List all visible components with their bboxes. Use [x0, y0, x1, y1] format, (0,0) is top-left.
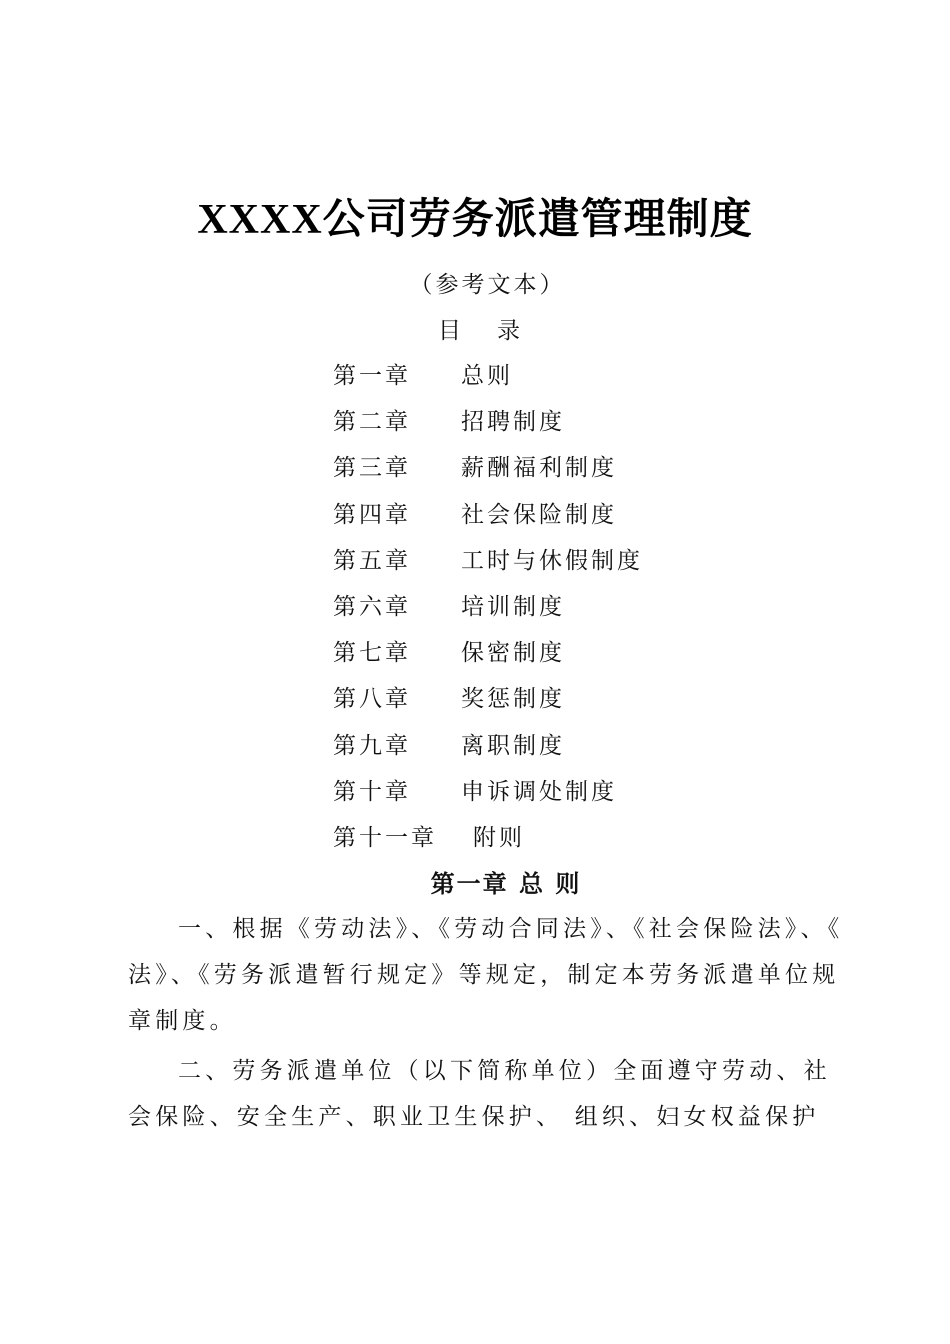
- toc-chapter-number: 第一章: [333, 363, 411, 389]
- toc-chapter-number: 第六章: [333, 593, 411, 620]
- toc-item[interactable]: [333, 402, 643, 448]
- toc-item[interactable]: [333, 633, 643, 679]
- toc-item[interactable]: [333, 448, 643, 494]
- body-paragraph: 二、劳务派遣单位（以下简称单位）全面遵守劳动、社会保险、安全生产、职业卫生保护、 组织、妇女权益保护: [128, 1058, 831, 1130]
- toc-chapter-name: 总则: [461, 363, 513, 389]
- toc-chapter-name: 培训制度: [461, 593, 565, 620]
- toc-item[interactable]: [333, 726, 643, 772]
- toc-chapter-name: 奖惩制度: [461, 686, 565, 713]
- body-paragraph: 一、根据《劳动法》、《劳动合同法》、《社会保险法》、《 法》、《劳务派遣暂行规定》等规定，制定本劳务派遣单位规章制度。: [128, 916, 844, 1034]
- toc-chapter-number: 第五章: [333, 547, 411, 574]
- toc-chapter-name: 保密制度: [461, 640, 565, 667]
- toc-chapter-number: 第八章: [333, 686, 411, 713]
- toc-chapter-name: 社会保险制度: [461, 501, 617, 528]
- toc-heading-char-1: 目: [438, 318, 463, 344]
- toc-item[interactable]: [333, 679, 643, 725]
- toc-chapter-name: 招聘制度: [461, 409, 565, 436]
- document-title: XXXX公司劳务派遣管理制度: [197, 197, 753, 243]
- toc-chapter-number: 第三章: [333, 455, 411, 482]
- toc-chapter-name: 离职制度: [461, 732, 565, 759]
- toc-heading-char-2: 录: [497, 318, 522, 344]
- toc-chapter-number: 第九章: [333, 732, 411, 759]
- toc-chapter-name: 附则: [473, 824, 525, 851]
- table-of-contents: [333, 356, 643, 864]
- chapter-heading: 第一章 总 则: [430, 869, 582, 898]
- toc-item[interactable]: [333, 772, 643, 818]
- toc-item[interactable]: [333, 356, 643, 402]
- toc-chapter-name: 工时与休假制度: [461, 547, 643, 574]
- toc-chapter-name: 申诉调处制度: [461, 778, 617, 805]
- toc-item[interactable]: [333, 495, 643, 541]
- toc-heading: [0, 312, 950, 345]
- toc-chapter-number: 第二章: [333, 409, 411, 436]
- toc-chapter-number: 第十一章: [333, 824, 437, 851]
- toc-chapter-number: 第十章: [333, 778, 411, 805]
- toc-chapter-number: 第七章: [333, 640, 411, 667]
- toc-chapter-name: 薪酬福利制度: [461, 455, 617, 482]
- toc-chapter-number: 第四章: [333, 501, 411, 528]
- toc-item[interactable]: [333, 818, 643, 864]
- document-subtitle: （参考文本）: [409, 272, 566, 298]
- toc-item[interactable]: [333, 587, 643, 633]
- toc-item[interactable]: [333, 541, 643, 587]
